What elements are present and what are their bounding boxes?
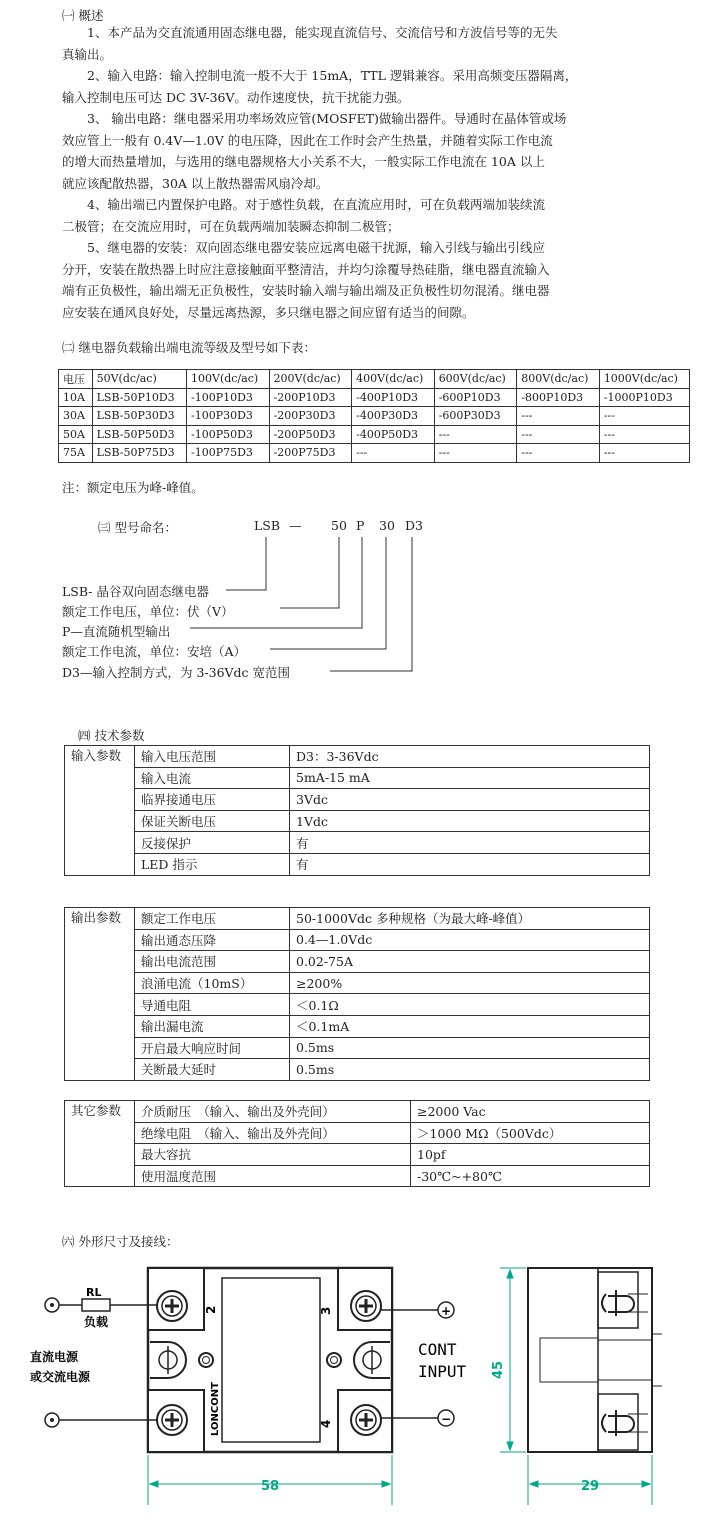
naming-part-lsb: LSB [254, 518, 281, 533]
load-wiring [30, 1286, 157, 1427]
rating-heading: ㈡ 继电器负载输出端电流等级及型号如下表： [62, 340, 316, 355]
rating-cell: 75A [59, 444, 93, 463]
naming-part-p: P [356, 518, 365, 533]
rating-header-cell: 1000V(dc/ac) [599, 370, 689, 389]
rating-cell: -200P30D3 [269, 407, 352, 426]
param-name: 输出电流范围 [135, 951, 290, 973]
rating-cell: -1000P10D3 [599, 388, 689, 407]
rating-cell: -100P50D3 [187, 425, 270, 444]
rating-cell: -100P30D3 [187, 407, 270, 426]
param-row [65, 767, 650, 789]
overview-line: 分开，安装在散热器上时应注意接触面平整清洁，并均匀涂覆导热硅脂，继电器直流输入 [62, 261, 550, 277]
param-name: 输出漏电流 [135, 1015, 290, 1037]
terminal-4-label: 4 [319, 1419, 333, 1428]
param-value: ＜0.1mA [290, 1015, 650, 1037]
rating-header-cell: 100V(dc/ac) [187, 370, 270, 389]
tech-heading: ㈣ 技术参数 [78, 728, 145, 743]
param-value: 0.5ms [290, 1037, 650, 1059]
param-row [65, 810, 650, 832]
param-row [65, 972, 650, 994]
rating-header-cell: 600V(dc/ac) [434, 370, 517, 389]
overview-line: 4、输出端已内置保护电路。对于感性负载，在直流应用时，可在负载两端加装续流 [87, 197, 545, 212]
output-params-table [64, 907, 650, 1081]
param-value: 0.02-75A [290, 951, 650, 973]
param-row [65, 1015, 650, 1037]
rating-cell: -600P10D3 [434, 388, 517, 407]
rating-cell: --- [599, 407, 689, 426]
param-name: 输入电压范围 [135, 746, 290, 768]
supply-label-2: 或交流电源 [30, 1370, 91, 1384]
relay-side-view [528, 1268, 662, 1452]
outline-drawing [0, 1248, 717, 1528]
rating-cell: 50A [59, 425, 93, 444]
rating-cell: -100P75D3 [187, 444, 270, 463]
param-group-label: 其它参数 [65, 1101, 135, 1187]
param-value: ＞1000 MΩ（500Vdc） [411, 1122, 650, 1144]
overview-line: 3、 输出电路：继电器采用功率场效应管(MOSFET)做输出器件。导通时在晶体管或场 [87, 111, 567, 126]
rating-header-cell: 电压 [59, 370, 93, 389]
param-name: 保证关断电压 [135, 810, 290, 832]
drawing-heading: ㈥ 外形尺寸及接线： [62, 1234, 179, 1249]
rating-cell: 10A [59, 388, 93, 407]
param-name: 导通电阻 [135, 994, 290, 1016]
rating-cell: --- [517, 425, 600, 444]
param-value: 1Vdc [290, 810, 650, 832]
rating-cell: LSB-50P30D3 [92, 407, 186, 426]
param-row [65, 929, 650, 951]
height-dimension [500, 1268, 526, 1452]
param-name: 使用温度范围 [135, 1165, 411, 1187]
overview-line: 二极管；在交流应用时，可在负载两端加装瞬态抑制二极管； [62, 218, 400, 234]
naming-part-d3: D3 [405, 518, 423, 533]
terminal-3-label: 3 [319, 1306, 333, 1315]
param-name: 输入电流 [135, 767, 290, 789]
cont-label: CONT [418, 1340, 457, 1359]
param-name: 绝缘电阻 （输入、输出及外壳间） [135, 1122, 411, 1144]
overview-line: 端有正负极性，输出端无正负极性，安装时输入端与输出端及正负极性切勿混淆。继电器 [62, 283, 550, 298]
terminal-2-label: 2 [204, 1305, 218, 1314]
param-value: 3Vdc [290, 789, 650, 811]
rating-cell: --- [352, 444, 435, 463]
naming-label-lsb: LSB- 晶谷双向固态继电器 [62, 584, 209, 599]
param-name: 介质耐压 （输入、输出及外壳间） [135, 1101, 411, 1123]
depth-value: 29 [580, 1479, 600, 1494]
param-value: 10pf [411, 1144, 650, 1166]
overview-line: 1、本产品为交直流通用固态继电器，能实现直流信号、交流信号和方波信号等的无失 [87, 25, 558, 40]
param-name: 关断最大延时 [135, 1059, 290, 1081]
param-name: 额定工作电压 [135, 908, 290, 930]
param-group-label: 输出参数 [65, 908, 135, 1081]
rating-header-cell: 800V(dc/ac) [517, 370, 600, 389]
param-value: 0.4—1.0Vdc [290, 929, 650, 951]
param-value: 50-1000Vdc 多种规格（为最大峰-峰值） [290, 908, 650, 930]
param-row [65, 853, 650, 875]
rl-label: RL [86, 1286, 102, 1299]
rating-cell: -200P50D3 [269, 425, 352, 444]
rating-cell: --- [599, 444, 689, 463]
overview-line: 2、输入电路：输入控制电流一般不大于 15mA，TTL 逻辑兼容。采用高频变压器隔离， [87, 68, 578, 83]
param-name: 反接保护 [135, 832, 290, 854]
rating-cell: -800P10D3 [517, 388, 600, 407]
rating-cell: --- [434, 425, 517, 444]
param-row [65, 1037, 650, 1059]
rating-header-cell: 200V(dc/ac) [269, 370, 352, 389]
param-row [65, 1165, 650, 1187]
param-value: ≥200% [290, 972, 650, 994]
plus-icon: + [440, 1304, 452, 1318]
rating-cell: -400P10D3 [352, 388, 435, 407]
param-row [65, 832, 650, 854]
overview-line: 的增大而热量增加，与选用的继电器规格大小关系不大，一般实际工作电流在 10A 以上 [62, 154, 545, 169]
overview-line: 应安装在通风良好处，尽量远离热源，多只继电器之间应留有适当的间隙。 [62, 304, 475, 320]
rating-cell: -400P30D3 [352, 407, 435, 426]
param-row [65, 1101, 650, 1123]
other-params-table [64, 1100, 650, 1187]
rating-cell: 30A [59, 407, 93, 426]
param-value: ≥2000 Vac [411, 1101, 650, 1123]
rating-cell: --- [599, 425, 689, 444]
param-value: ＜0.1Ω [290, 994, 650, 1016]
param-row [65, 951, 650, 973]
naming-part-voltage: 50 [331, 518, 347, 533]
rating-cell: -200P10D3 [269, 388, 352, 407]
width-value: 58 [260, 1479, 280, 1494]
param-name: 浪涌电流（10mS） [135, 972, 290, 994]
param-row [65, 1059, 650, 1081]
supply-label-1: 直流电源 [30, 1350, 79, 1364]
rating-cell: --- [517, 407, 600, 426]
overview-line: 真输出。 [62, 46, 113, 62]
param-row [65, 746, 650, 768]
param-name: LED 指示 [135, 853, 290, 875]
minus-icon: − [440, 1412, 452, 1426]
rating-cell: -200P75D3 [269, 444, 352, 463]
param-value: 有 [290, 853, 650, 875]
naming-heading: ㈢ 型号命名： [98, 520, 177, 535]
input-label: INPUT [418, 1362, 467, 1381]
overview-line: 输入控制电压可达 DC 3V-36V。动作速度快，抗干扰能力强。 [62, 89, 410, 105]
naming-label-d3: D3—输入控制方式，为 3-36Vdc 宽范围 [62, 665, 291, 680]
rating-cell: --- [517, 444, 600, 463]
param-name: 输出通态压降 [135, 929, 290, 951]
param-name: 最大容抗 [135, 1144, 411, 1166]
rating-header-cell: 50V(dc/ac) [92, 370, 186, 389]
naming-part-current: 30 [379, 518, 395, 533]
param-row [65, 789, 650, 811]
param-row [65, 908, 650, 930]
rating-cell: --- [434, 444, 517, 463]
param-value: D3：3-36Vdc [290, 746, 650, 768]
naming-label-current: 额定工作电流，单位：安培（A） [62, 644, 247, 659]
param-value: 5mA-15 mA [290, 767, 650, 789]
load-label: 负载 [84, 1315, 109, 1329]
param-row [65, 1144, 650, 1166]
rating-cell: LSB-50P10D3 [92, 388, 186, 407]
param-name: 临界接通电压 [135, 789, 290, 811]
rating-cell: -100P10D3 [187, 388, 270, 407]
param-name: 开启最大响应时间 [135, 1037, 290, 1059]
rating-header-cell: 400V(dc/ac) [352, 370, 435, 389]
rating-note: 注：额定电压为峰-峰值。 [62, 480, 204, 495]
naming-label-p: P—直流随机型输出 [62, 624, 171, 639]
rating-cell: LSB-50P50D3 [92, 425, 186, 444]
param-value: 0.5ms [290, 1059, 650, 1081]
brand-label: LONCONT [210, 1382, 221, 1436]
rating-cell: -600P30D3 [434, 407, 517, 426]
param-row [65, 1122, 650, 1144]
rating-cell: LSB-50P75D3 [92, 444, 186, 463]
param-group-label: 输入参数 [65, 746, 135, 876]
param-value: -30℃~+80℃ [411, 1165, 650, 1187]
overview-line: 效应管上一般有 0.4V—1.0V 的电压降，因此在工作时会产生热量，并随着实际工作电流 [62, 132, 553, 148]
naming-label-voltage: 额定工作电压，单位：伏（V） [62, 604, 234, 619]
param-value: 有 [290, 832, 650, 854]
input-params-table [64, 745, 650, 876]
overview-line: 就应该配散热器，30A 以上散热器需风扇冷却。 [62, 175, 329, 191]
overview-line: 5、继电器的安装：双向固态继电器安装应远离电磁干扰源，输入引线与输出引线应 [87, 240, 545, 255]
naming-part-dash: — [289, 518, 302, 533]
relay-front-view [148, 1268, 392, 1452]
overview-heading: ㈠ 概述 [62, 8, 104, 23]
height-value: 45 [491, 1360, 506, 1380]
param-row [65, 994, 650, 1016]
rating-cell: -400P50D3 [352, 425, 435, 444]
